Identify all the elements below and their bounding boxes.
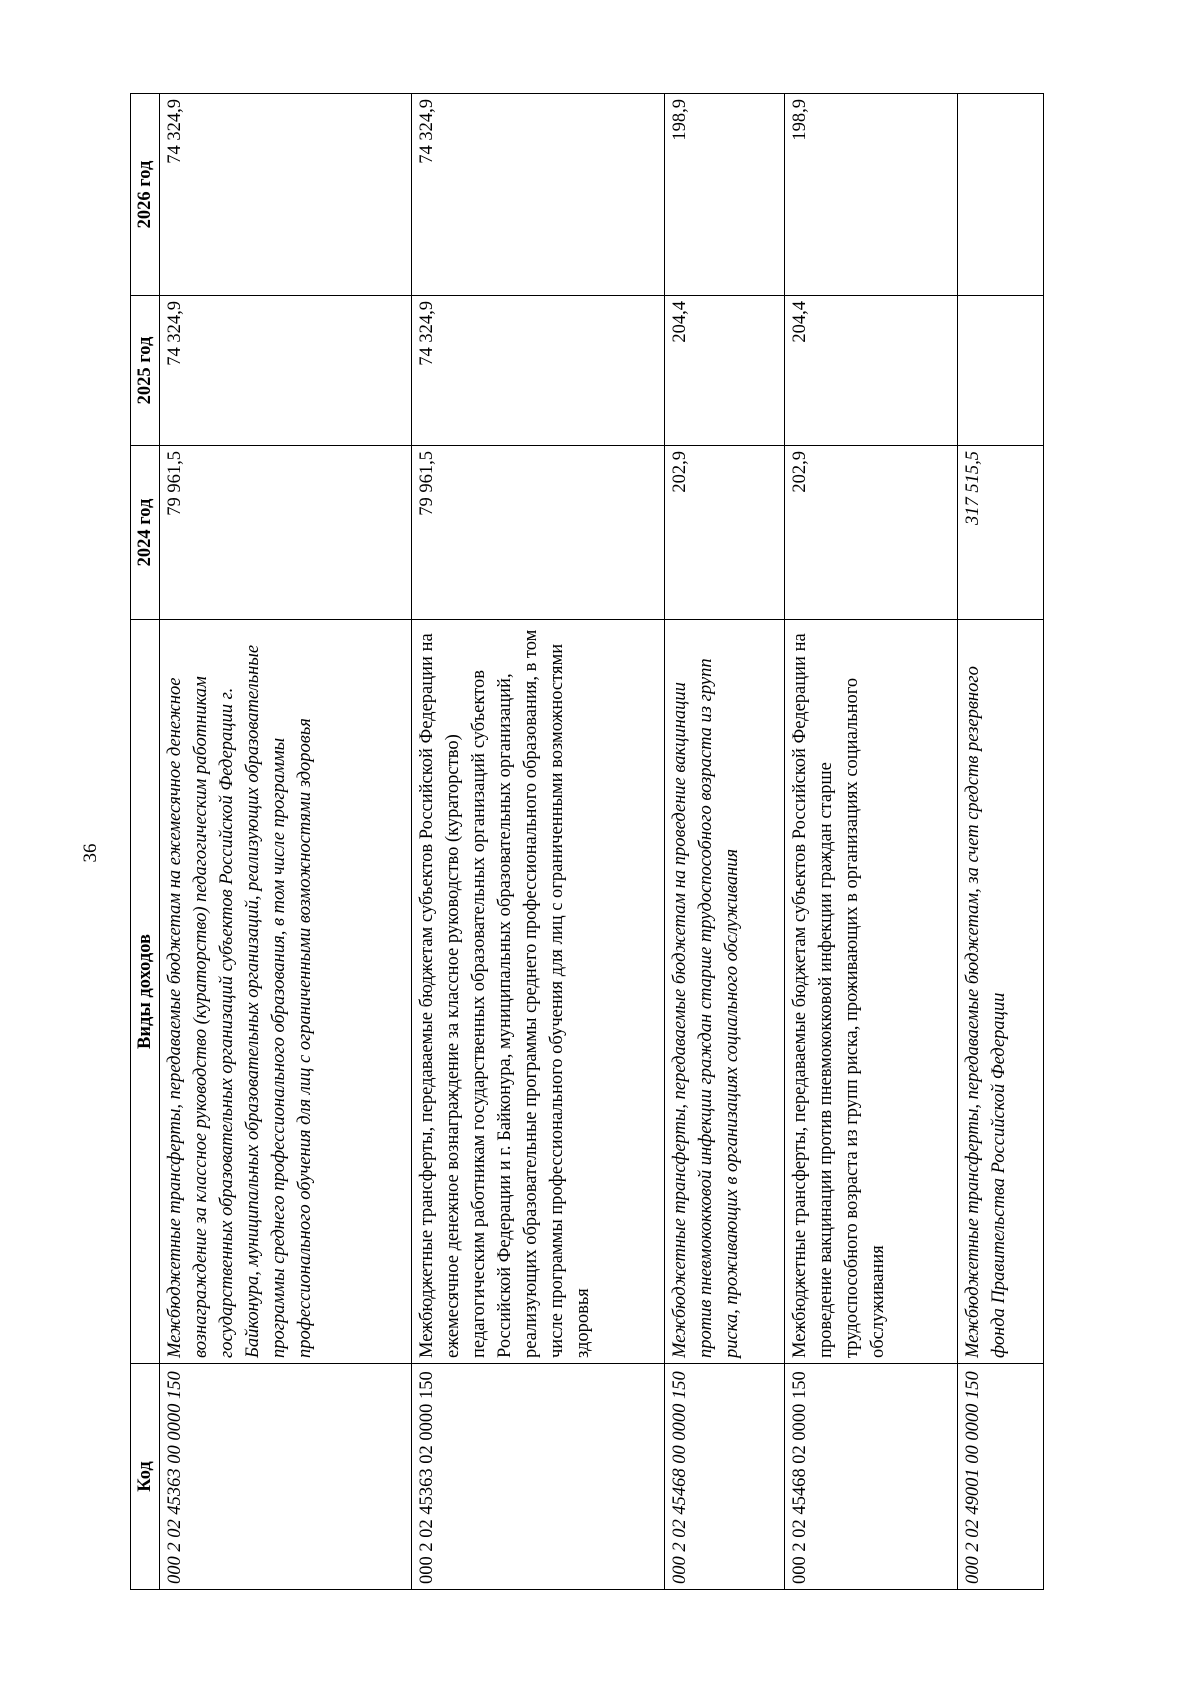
page-number: 36 [80, 843, 101, 863]
table-row [412, 94, 664, 1590]
row-value-2024: 202,9 [785, 446, 957, 620]
row-code: 000 2 02 45363 00 0000 150 [160, 1364, 412, 1590]
row-description: Межбюджетные трансферты, передаваемые бюджетам на ежемесячное денежное вознаграждение за классное руководство (кураторство) педагогическим работникам государственных образовательных организаций субъектов Российской Федерации г. Байконура, муниципальных образовательных организаций, реализующих образовательные программы среднего профессионального образования, в том числе программы профессионального обучения для лиц с ограниченными возможностями здоровья [160, 620, 412, 1364]
row-value-2025 [957, 296, 1043, 446]
row-value-2024: 202,9 [664, 446, 785, 620]
table-header-row [131, 94, 160, 1590]
table-row [664, 94, 785, 1590]
rotated-table-container [130, 94, 1044, 1590]
row-value-2026: 74 324,9 [160, 94, 412, 296]
row-value-2024: 317 515,5 [957, 446, 1043, 620]
row-value-2025: 204,4 [785, 296, 957, 446]
row-value-2026: 74 324,9 [412, 94, 664, 296]
row-description: Межбюджетные трансферты, передаваемые бюджетам субъектов Российской Федерации на проведение вакцинации против пневмококковой инфекции граждан старше трудоспособного возраста из групп риска, проживающих в организациях социального обслуживания [785, 620, 957, 1364]
header-2024: 2024 год [131, 446, 160, 620]
row-code: 000 2 02 45363 02 0000 150 [412, 1364, 664, 1590]
row-description: Межбюджетные трансферты, передаваемые бюджетам на проведение вакцинации против пневмококковой инфекции граждан старше трудоспособного возраста из групп риска, проживающих в организациях социального обслуживания [664, 620, 785, 1364]
row-value-2026: 198,9 [664, 94, 785, 296]
row-value-2025: 74 324,9 [412, 296, 664, 446]
table-row [785, 94, 957, 1590]
header-2026: 2026 год [131, 94, 160, 296]
header-2025: 2025 год [131, 296, 160, 446]
row-description: Межбюджетные трансферты, передаваемые бюджетам субъектов Российской Федерации на ежемесячное денежное вознаграждение за классное руководство (кураторство) педагогическим работникам государственных образовательных организаций субъектов Российской Федерации и г. Байконура, муниципальных образовательных организаций, реализующих образовательные программы среднего профессионального образования, в том числе программы профессионального обучения для лиц с ограниченными возможностями здоровья [412, 620, 664, 1364]
income-table [130, 93, 1044, 1590]
row-value-2026 [957, 94, 1043, 296]
row-value-2024: 79 961,5 [160, 446, 412, 620]
table-row [160, 94, 412, 1590]
row-value-2025: 74 324,9 [160, 296, 412, 446]
row-value-2024: 79 961,5 [412, 446, 664, 620]
row-code: 000 2 02 49001 00 0000 150 [957, 1364, 1043, 1590]
table-row [957, 94, 1043, 1590]
row-description: Межбюджетные трансферты, передаваемые бюджетам, за счет средств резервного фонда Правительства Российской Федерации [957, 620, 1043, 1364]
row-code: 000 2 02 45468 02 0000 150 [785, 1364, 957, 1590]
header-kind: Виды доходов [131, 620, 160, 1364]
row-value-2026: 198,9 [785, 94, 957, 296]
row-code: 000 2 02 45468 00 0000 150 [664, 1364, 785, 1590]
header-code: Код [131, 1364, 160, 1590]
row-value-2025: 204,4 [664, 296, 785, 446]
